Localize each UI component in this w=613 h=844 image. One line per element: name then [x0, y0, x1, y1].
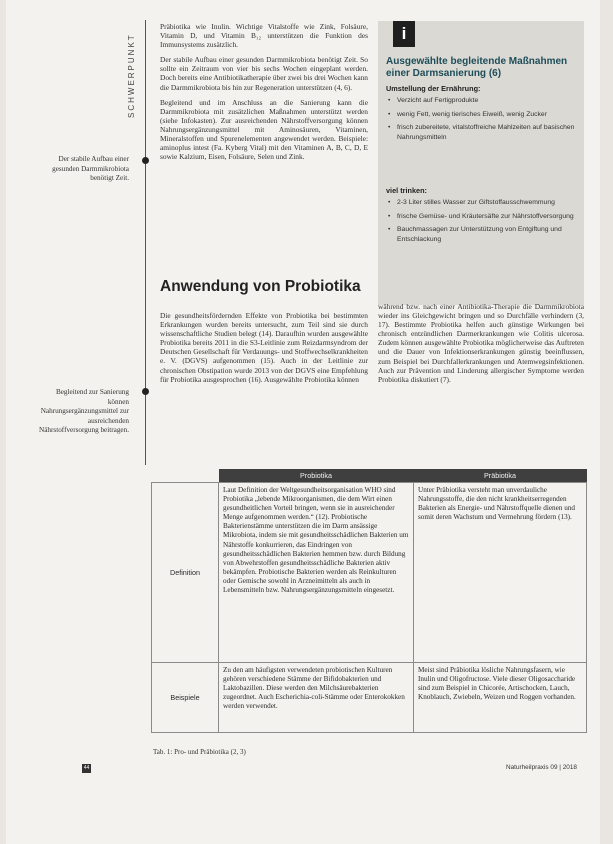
table-header-row	[152, 469, 587, 483]
table-caption: Tab. 1: Pro- und Präbiotika (2, 3)	[153, 748, 246, 756]
list-item: • Verzicht auf Fertigprodukte	[386, 96, 580, 106]
list-item: • Bauchmassagen zur Unterstützung von Entgiftung und Entschlackung	[386, 225, 580, 244]
comparison-table	[151, 469, 587, 733]
list-item: • frisch zubereitete, vitalstoffreiche Mahlzeiten auf basischen Nahrungsmitteln	[386, 123, 580, 142]
margin-bullet	[142, 388, 149, 395]
top-column	[160, 22, 368, 167]
info-subheading: Umstellung der Ernährung:	[386, 84, 481, 93]
side-note-1: Der stabile Aufbau einer gesunden Darmmikrobiota benötigt Zeit.	[52, 155, 129, 183]
table-cell: Unter Präbiotika versteht man unverdauliche Nahrungsstoffe, die den nicht krankheitserregenden Bakterien als Energie- und Nährstoffquelle dienen und somit deren Wachstum und Vermehrung fördern (13).	[414, 483, 587, 663]
row-label: Beispiele	[152, 663, 219, 733]
right-column: während bzw. nach einer Antibiotika-Therapie die Darmmikrobiota wieder ins Gleichgewicht bringen und so Durchfälle verhindern (3, 17). Bestimmte Probiotika helfen auch günstige Wirkungen bei chronisch entzündlichen Darmerkrankungen wie Colitis ulcerosa. Zudem können ausgewählte Probiotika möglicherweise das Auftreten und die Dauer von Infektionserkrankungen günstig beeinflussen, zum Beispiel bei Durchfallerkrankungen und Atemwegsinfektionen. Auch zur Prävention und Linderung allergischer Symptome werden Probiotika diskutiert (7).	[378, 302, 584, 384]
row-label: Definition	[152, 483, 219, 663]
side-note-2: Begleitend zur Sanierung können Nahrungsergänzungsmittel zur ausreichenden Nährstoffversorgung beitragen.	[39, 388, 129, 435]
info-icon: i	[393, 21, 415, 47]
table-row	[152, 663, 587, 733]
table-row	[152, 483, 587, 663]
paragraph: Der stabile Aufbau einer gesunden Darmmikrobiota benötigt Zeit. So sollte ein Zeitraum von vier bis sechs Wochen eingeplant werden. Doch bereits eine Antibiotikatherapie über zwei bis drei Wochen kann die Darmmikrobiota bis hin zur Regeneration unterstützen (4, 6).	[160, 55, 368, 92]
table-cell: Laut Definition der Weltgesundheitsorganisation WHO sind Probiotika „lebende Mikroorganismen, die dem Wirt einen gesundheitlichen Vorteil bringen, wenn sie in ausreichender Menge aufgenommen werden.“ (12). Probiotische Bakterienstämme unterstützen die im Darm ansässige Mikrobiota, indem sie mit gesundheitsschädlichen Bakterien um Nährstoffe konkurrieren, das Eindringen von gesundheitsschädlichen Bakterien hemmen bzw. durch Bildung von Abwehrstoffen gesundheitsschädliche Bakterien aktiv bekämpfen. Probiotische Bakterien werden als Reinkulturen oder Gemische sowohl in Arzneimitteln als auch in Lebensmitteln bzw. Nahrungsergänzungsmitteln eingesetzt.	[219, 483, 414, 663]
info-box-title: Ausgewählte begleitende Maßnahmen einer Darmsanierung (6)	[386, 56, 568, 79]
list-item: • wenig Fett, wenig tierisches Eiweiß, wenig Zucker	[386, 110, 580, 120]
list-item: • frische Gemüse- und Kräutersäfte zur Nährstoffversorgung	[386, 212, 580, 222]
left-column: Die gesundheitsfördernden Effekte von Probiotika bei bestimmten Erkrankungen wurden bereits untersucht, zum Teil sind sie durch wissenschaftliche Studien belegt (14). Daraufhin wurden ausgewählte Probiotika bereits 2011 in die S3-Leitlinie zum Reizdarmsyndrom der Deutschen Gesellschaft für Verdauungs- und Stoffwechselkrankheiten e. V. (DGVS) aufgenommen (15). Auch in der Leitlinie zur chronischen Obstipation wurde 2013 von der DGVS eine Empfehlung für Probiotika ausgesprochen (16). Ausgewählte Probiotika können	[160, 311, 368, 384]
table-header: Präbiotika	[414, 469, 587, 483]
table-header: Probiotika	[219, 469, 414, 483]
list-item: • 2-3 Liter stilles Wasser zur Giftstoffausschwemmung	[386, 198, 580, 208]
paragraph: Präbiotika wie Inulin. Wichtige Vitalstoffe wie Zink, Folsäure, Vitamin D, und Vitamin B₁₂ unterstützen die Funktion des Immunsystems zusätzlich.	[160, 22, 368, 50]
journal-footer: Naturheilpraxis 09 | 2018	[506, 764, 577, 771]
info-list-1	[386, 96, 580, 146]
margin-bullet	[142, 157, 149, 164]
section-label: SCHWERPUNKT	[127, 33, 136, 118]
table-header-empty	[152, 469, 219, 483]
table-cell: Meist sind Präbiotika lösliche Nahrungsfasern, wie Inulin und Oligofructose. Viele dieser Oligosaccharide sind zum Beispiel in Chicorée, Artischocken, Lauch, Knoblauch, Zwiebeln, Weizen und Roggen vorhanden.	[414, 663, 587, 733]
paragraph: Begleitend und im Anschluss an die Sanierung kann die Darmmikrobiota mit zusätzlichen Maßnahmen unterstützt werden (siehe Infokasten). Zur ausreichenden Nährstoffversorgung können Nahrungsergänzungsmittel mit Aminosäuren, Vitaminen, Mineralstoffen und Spurenelementen angewendet werden. Beispiele: aminoplus intest (Fa. Kyberg Vital) mit den Vitaminen A, B, C, D, E sowie Kalzium, Eisen, Folsäure, Selen und Zink.	[160, 97, 368, 162]
page-number: 44	[83, 765, 90, 771]
section-heading: Anwendung von Probiotika	[160, 278, 361, 295]
info-list-2	[386, 198, 580, 248]
table-cell: Zu den am häufigsten verwendeten probiotischen Kulturen gehören verschiedene Stämme der Bifidobakterien und Laktobazillen. Diese werden den Milchsäurebakterien zugeordnet. Auch Escherichia-coli-Stämme oder Enterokokken werden verwendet.	[219, 663, 414, 733]
info-subheading: viel trinken:	[386, 186, 427, 195]
